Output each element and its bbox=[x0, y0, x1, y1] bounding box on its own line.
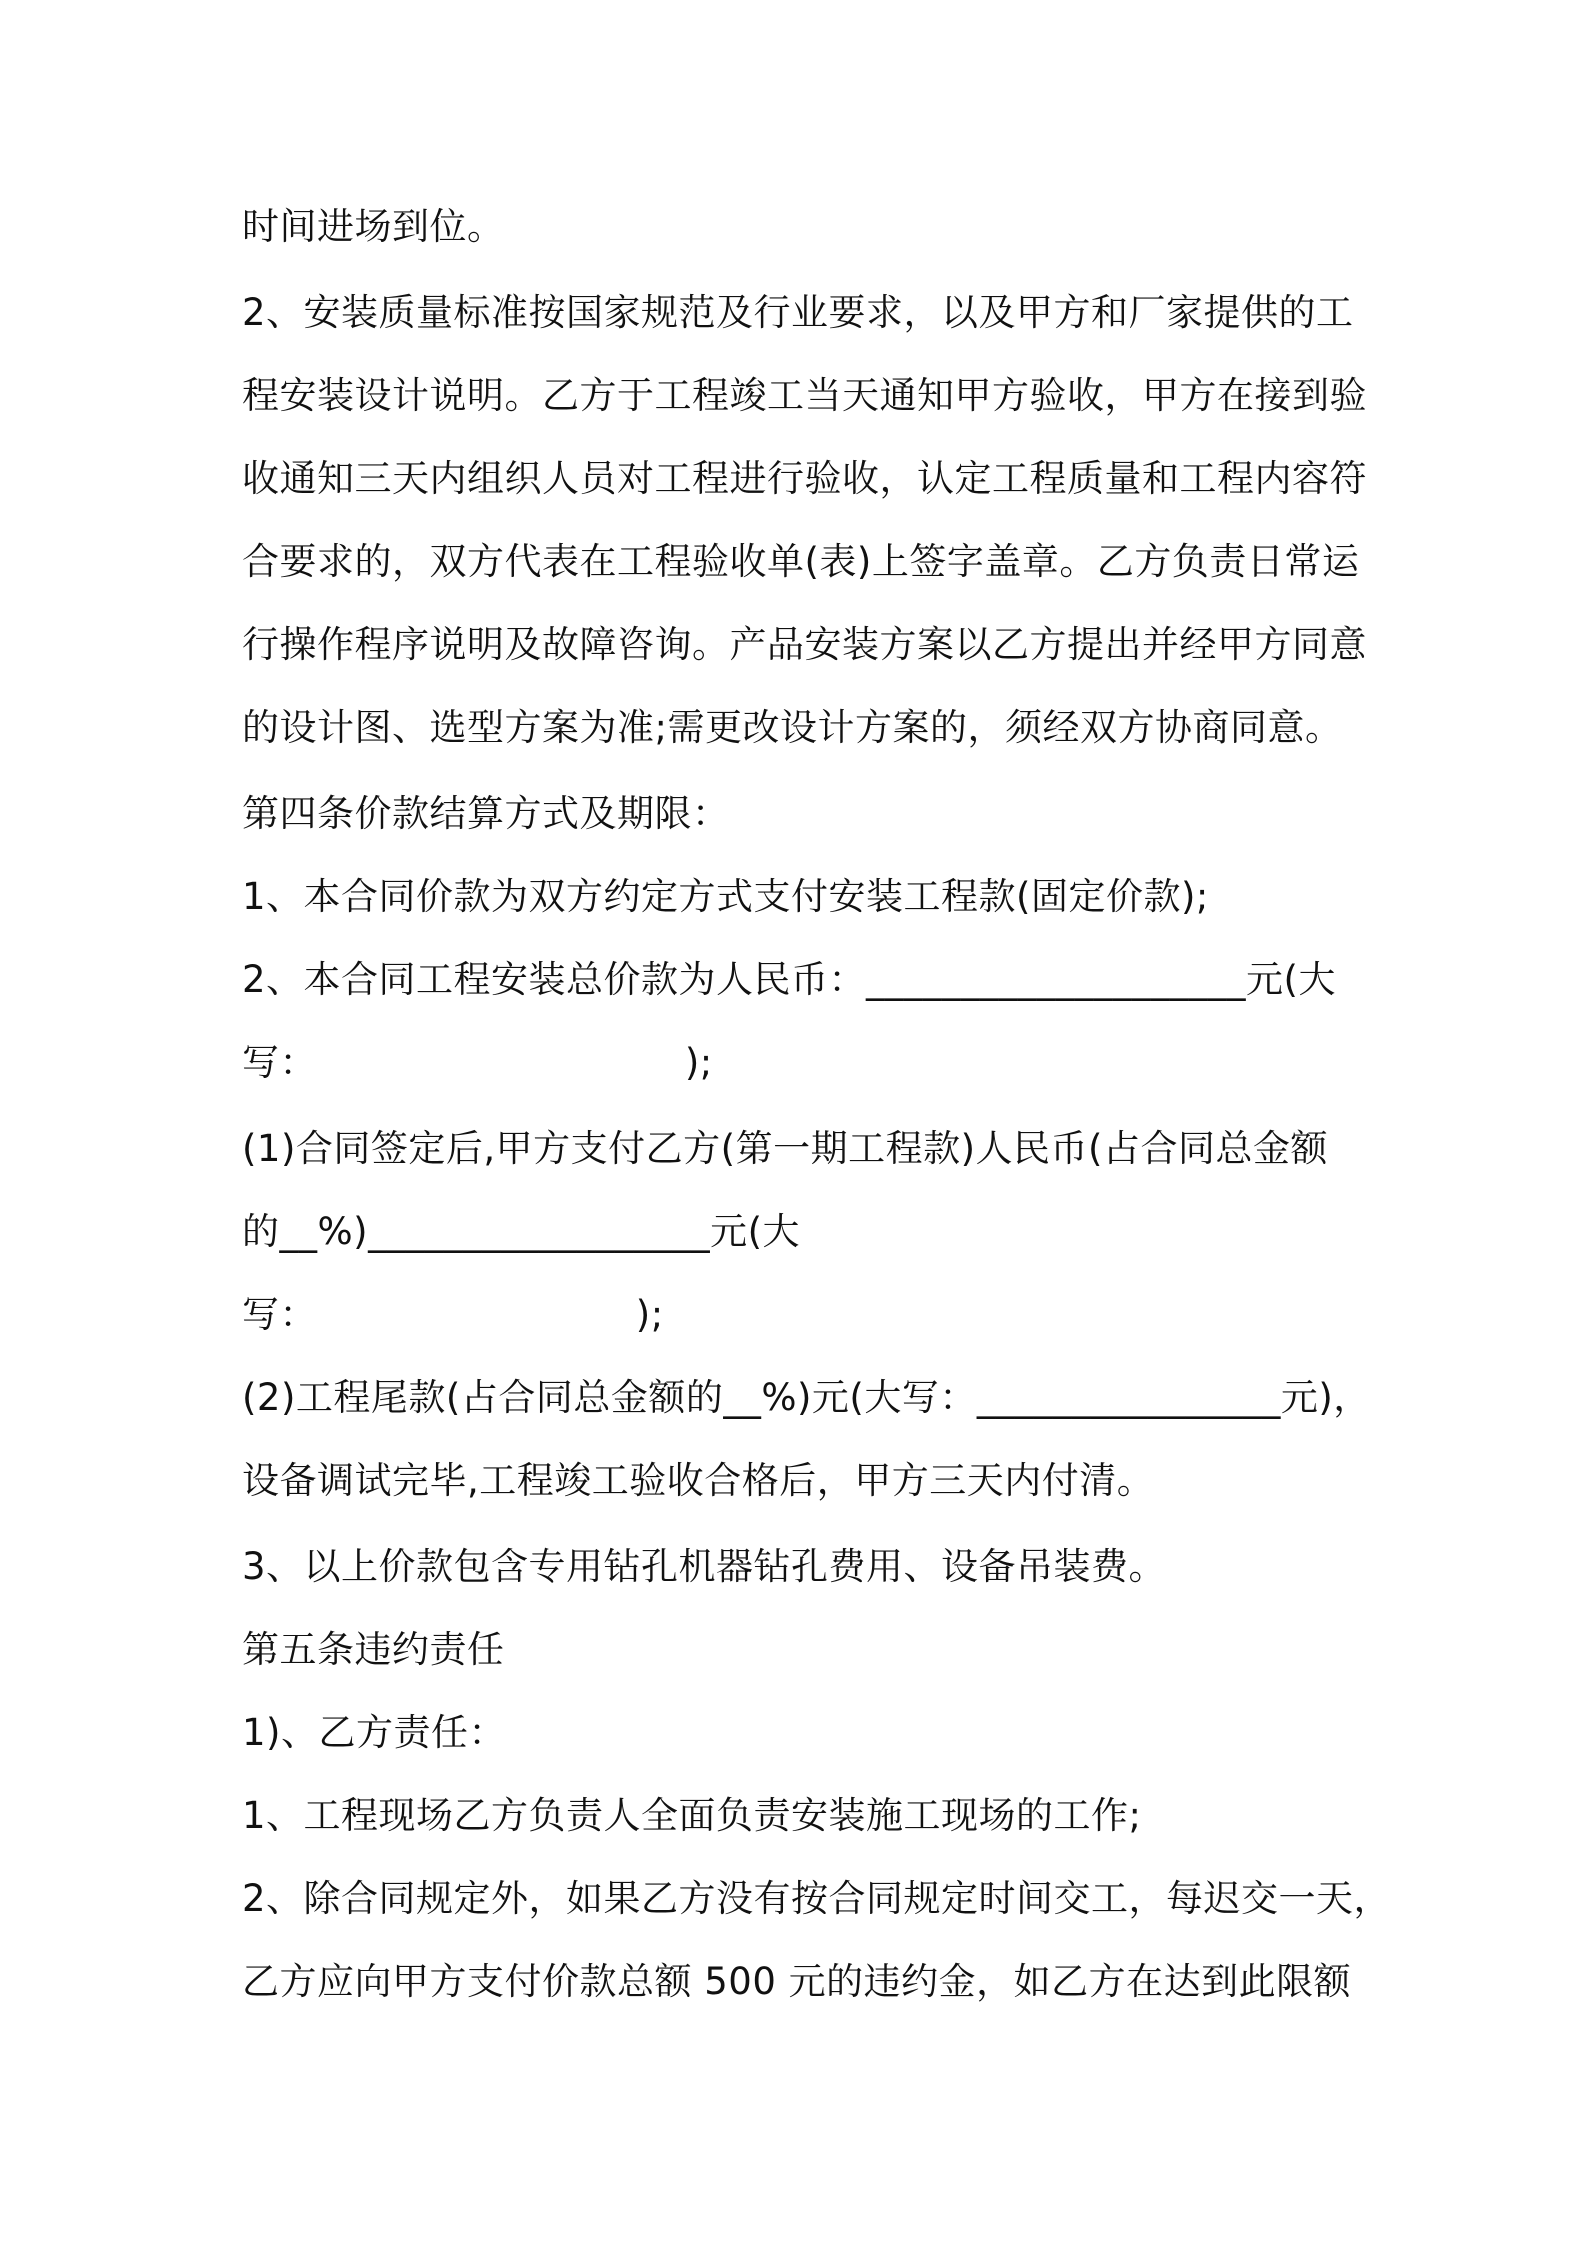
section-heading: 第五条违约责任 bbox=[242, 1628, 505, 1671]
text-line: 2、除合同规定外，如果乙方没有按合同规定时间交工，每迟交一天， bbox=[242, 1877, 1392, 1920]
section-heading: 第四条价款结算方式及期限： bbox=[242, 792, 730, 835]
text-line: 1)、乙方责任： bbox=[242, 1711, 506, 1754]
text-line: 设备调试完毕,工程竣工验收合格后，甲方三天内付清。 bbox=[242, 1459, 1155, 1502]
text-line: 2、本合同工程安装总价款为人民币：____________________元(大 bbox=[242, 958, 1336, 1001]
text-line: 行操作程序说明及故障咨询。产品安装方案以乙方提出并经甲方同意 bbox=[242, 623, 1367, 666]
text-line: 合要求的，双方代表在工程验收单(表)上签字盖章。乙方负责日常运 bbox=[242, 540, 1360, 583]
text-line: 的__%)__________________元(大 bbox=[242, 1210, 801, 1253]
text-line: 时间进场到位。 bbox=[242, 205, 505, 248]
text-line: 1、工程现场乙方负责人全面负责安装施工现场的工作; bbox=[242, 1794, 1142, 1837]
text-line: 的设计图、选型方案为准;需更改设计方案的，须经双方协商同意。 bbox=[242, 706, 1343, 749]
text-line: 2、安装质量标准按国家规范及行业要求，以及甲方和厂家提供的工 bbox=[242, 291, 1354, 334]
text-line: 写： ); bbox=[242, 1041, 713, 1084]
text-line: 程安装设计说明。乙方于工程竣工当天通知甲方验收，甲方在接到验 bbox=[242, 374, 1367, 417]
text-line: 3、以上价款包含专用钻孔机器钻孔费用、设备吊装费。 bbox=[242, 1545, 1167, 1588]
text-line: 写： ); bbox=[242, 1293, 664, 1336]
text-line: 乙方应向甲方支付价款总额 500 元的违约金，如乙方在达到此限额 bbox=[242, 1960, 1352, 2003]
text-line: (2)工程尾款(占合同总金额的__%)元(大写：________________元)， bbox=[242, 1376, 1371, 1419]
text-line: 1、本合同价款为双方约定方式支付安装工程款(固定价款); bbox=[242, 875, 1209, 918]
text-line: (1)合同签定后,甲方支付乙方(第一期工程款)人民币(占合同总金额 bbox=[242, 1127, 1328, 1170]
text-line: 收通知三天内组织人员对工程进行验收，认定工程质量和工程内容符 bbox=[242, 457, 1367, 500]
